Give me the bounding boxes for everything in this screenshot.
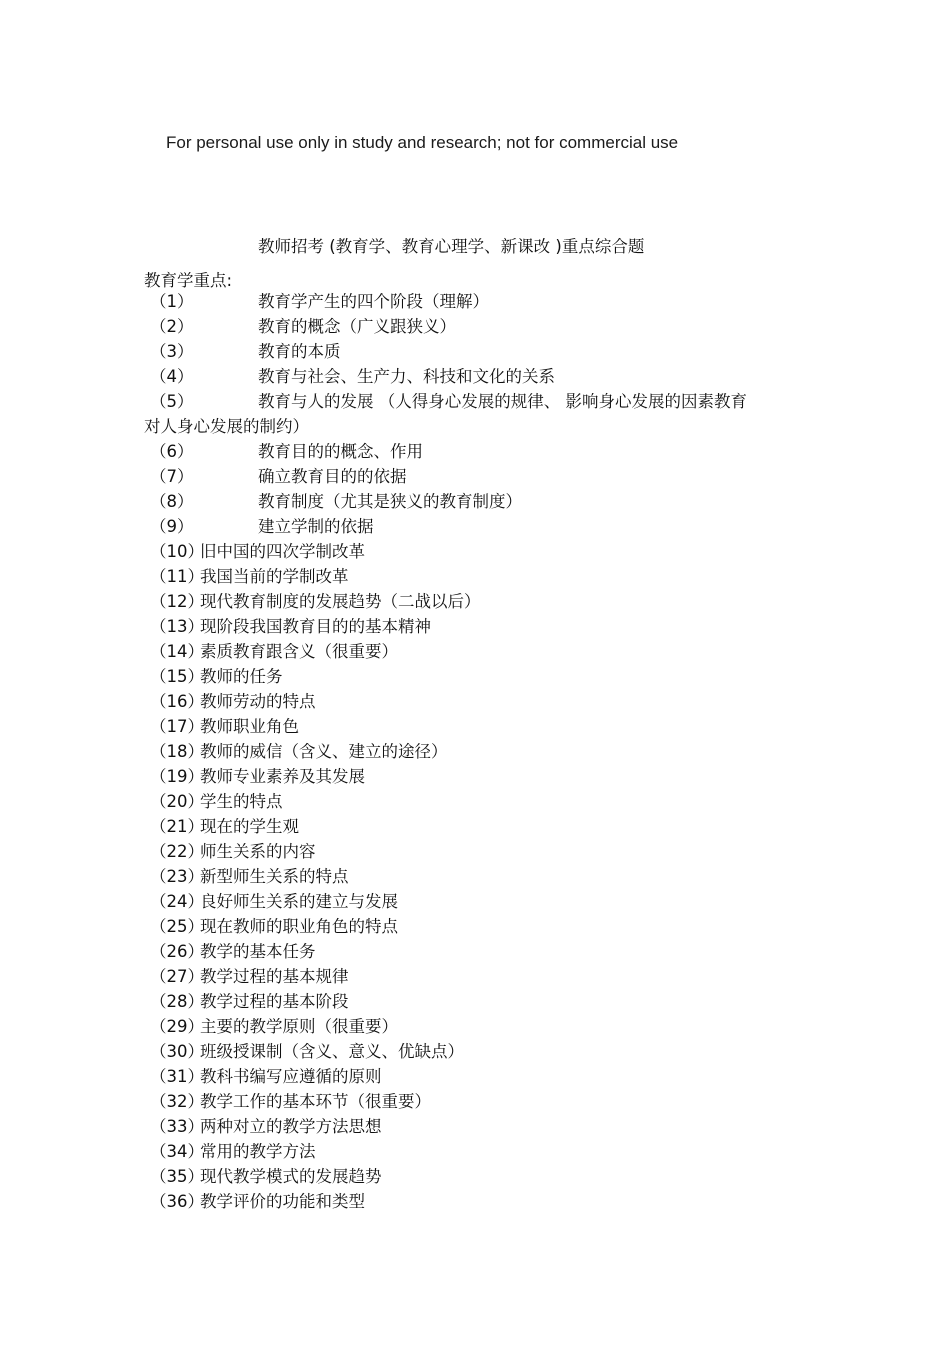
list-item	[144, 914, 804, 939]
item-number: （22）	[150, 842, 204, 861]
item-text: 现代教学模式的发展趋势	[200, 1167, 382, 1186]
item-text: 教师的威信（含义、建立的途径）	[200, 742, 448, 761]
item-text: 旧中国的四次学制改革	[200, 542, 365, 561]
item-number: （9）	[150, 517, 194, 536]
item-number: （15）	[150, 667, 204, 686]
list-item	[144, 964, 804, 989]
item-text: 教育学产生的四个阶段（理解）	[258, 292, 489, 311]
list-item	[144, 889, 804, 914]
item-text: 教学过程的基本规律	[200, 967, 349, 986]
item-text: 教学评价的功能和类型	[200, 1192, 365, 1211]
item-text: 教育制度（尤其是狭义的教育制度）	[258, 492, 522, 511]
list-item	[144, 564, 804, 589]
item-number: （10）	[150, 542, 204, 561]
usage-notice: For personal use only in study and research; not for commercial use	[166, 133, 679, 152]
item-number: （20）	[150, 792, 204, 811]
item-text: 师生关系的内容	[200, 842, 316, 861]
list-item	[144, 514, 804, 539]
list-item	[144, 1164, 804, 1189]
item-number: （6）	[150, 442, 194, 461]
list-item	[144, 814, 804, 839]
list-item	[144, 389, 804, 439]
list-item	[144, 439, 804, 464]
list-item	[144, 789, 804, 814]
item-number: （13）	[150, 617, 204, 636]
item-text: 新型师生关系的特点	[200, 867, 349, 886]
item-text: 现阶段我国教育目的的基本精神	[200, 617, 431, 636]
list-item	[144, 314, 804, 339]
item-number: （11）	[150, 567, 204, 586]
list-item	[144, 364, 804, 389]
list-item	[144, 739, 804, 764]
item-text: 素质教育跟含义（很重要）	[200, 642, 398, 661]
item-number: （12）	[150, 592, 204, 611]
item-text: 现在教师的职业角色的特点	[200, 917, 398, 936]
list-item	[144, 689, 804, 714]
item-number: （32）	[150, 1092, 204, 1111]
item-number: （24）	[150, 892, 204, 911]
list-item	[144, 989, 804, 1014]
item-text: 教学工作的基本环节（很重要）	[200, 1092, 431, 1111]
list-item	[144, 289, 804, 314]
item-number: （30）	[150, 1042, 204, 1061]
item-text: 良好师生关系的建立与发展	[200, 892, 398, 911]
list-item	[144, 1139, 804, 1164]
item-text: 教师专业素养及其发展	[200, 767, 365, 786]
item-number: （23）	[150, 867, 204, 886]
item-number: （36）	[150, 1192, 204, 1211]
item-number: （2）	[150, 317, 194, 336]
item-text: 确立教育目的的依据	[258, 467, 407, 486]
item-number: （17）	[150, 717, 204, 736]
item-number: （27）	[150, 967, 204, 986]
item-number: （8）	[150, 492, 194, 511]
document-title: 教师招考 (教育学、教育心理学、新课改 )重点综合题	[258, 237, 645, 256]
list-item	[144, 339, 804, 364]
item-text: 教育的本质	[258, 342, 341, 361]
list-item	[144, 489, 804, 514]
list-item	[144, 939, 804, 964]
list-item	[144, 464, 804, 489]
item-text: 现在的学生观	[200, 817, 299, 836]
item-text: 教学的基本任务	[200, 942, 316, 961]
item-text: 主要的教学原则（很重要）	[200, 1017, 398, 1036]
item-number: （35）	[150, 1167, 204, 1186]
item-number: （25）	[150, 917, 204, 936]
item-number: （1）	[150, 292, 194, 311]
list-item	[144, 614, 804, 639]
list-item	[144, 839, 804, 864]
item-text: 教学过程的基本阶段	[200, 992, 349, 1011]
list-item	[144, 714, 804, 739]
section-heading: 教育学重点:	[144, 271, 233, 290]
list-item	[144, 1014, 804, 1039]
item-number: （3）	[150, 342, 194, 361]
list-item	[144, 539, 804, 564]
list-item	[144, 589, 804, 614]
item-text: 教育目的的概念、作用	[258, 442, 423, 461]
item-number: （28）	[150, 992, 204, 1011]
item-text: 建立学制的依据	[258, 517, 374, 536]
list-item	[144, 1089, 804, 1114]
item-text: 教师的任务	[200, 667, 283, 686]
item-text: 现代教育制度的发展趋势（二战以后）	[200, 592, 481, 611]
item-number: （34）	[150, 1142, 204, 1161]
list-item	[144, 664, 804, 689]
list-item	[144, 764, 804, 789]
item-text: 班级授课制（含义、意义、优缺点）	[200, 1042, 464, 1061]
item-number: （16）	[150, 692, 204, 711]
item-number: （4）	[150, 367, 194, 386]
item-text: 教育的概念（广义跟狭义）	[258, 317, 456, 336]
item-number: （5）	[150, 392, 194, 411]
item-text: 教师劳动的特点	[200, 692, 316, 711]
item-text: 教育与社会、生产力、科技和文化的关系	[258, 367, 555, 386]
item-number: （7）	[150, 467, 194, 486]
item-text: 两种对立的教学方法思想	[200, 1117, 382, 1136]
item-text: 教科书编写应遵循的原则	[200, 1067, 382, 1086]
item-text: 常用的教学方法	[200, 1142, 316, 1161]
list-item	[144, 1114, 804, 1139]
item-number: （19）	[150, 767, 204, 786]
item-text: 学生的特点	[200, 792, 283, 811]
list-item	[144, 1189, 804, 1214]
item-number: （31）	[150, 1067, 204, 1086]
item-number: （33）	[150, 1117, 204, 1136]
item-text: 教育与人的发展 （人得身心发展的规律、 影响身心发展的因素教育	[258, 392, 747, 411]
item-text: 教师职业角色	[200, 717, 299, 736]
item-number: （14）	[150, 642, 204, 661]
item-number: （21）	[150, 817, 204, 836]
list-item	[144, 864, 804, 889]
item-number: （26）	[150, 942, 204, 961]
item-number: （18）	[150, 742, 204, 761]
list-item	[144, 1064, 804, 1089]
item-text: 我国当前的学制改革	[200, 567, 349, 586]
list-item	[144, 1039, 804, 1064]
item-text-continuation: 对人身心发展的制约）	[144, 417, 309, 436]
list-item	[144, 639, 804, 664]
topic-list	[144, 289, 804, 1214]
item-number: （29）	[150, 1017, 204, 1036]
